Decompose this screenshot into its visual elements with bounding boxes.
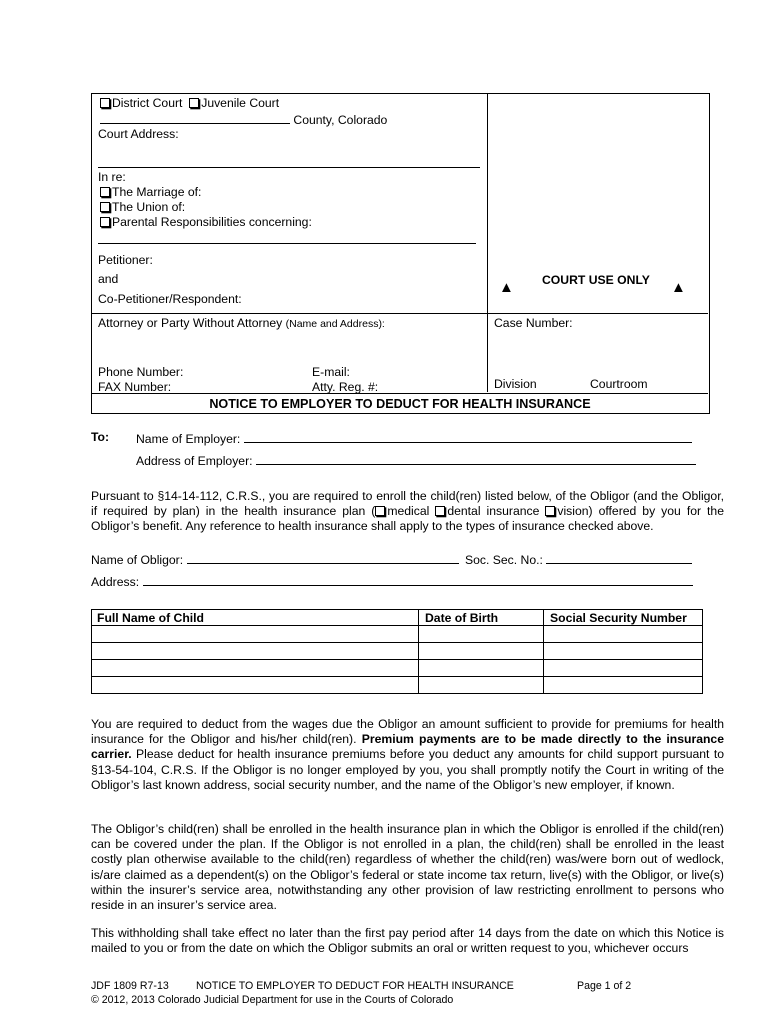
- caption-row-divider-2: [92, 393, 708, 394]
- parental-responsibilities-checkbox[interactable]: Parental Responsibilities concerning:: [100, 215, 312, 229]
- caption-row-divider-1: [92, 313, 708, 314]
- column-header-child-name: Full Name of Child: [92, 610, 419, 626]
- to-label: To:: [91, 430, 110, 444]
- child-dob-cell[interactable]: [419, 677, 544, 694]
- employer-address-input[interactable]: [256, 452, 696, 465]
- column-header-dob: Date of Birth: [419, 610, 544, 626]
- dental-checkbox[interactable]: dental insurance: [435, 504, 539, 518]
- obligor-name-input[interactable]: [187, 551, 459, 564]
- obligor-address-row: Address:: [91, 573, 693, 589]
- enrollment-paragraph: The Obligor’s child(ren) shall be enrolled in the health insurance plan in which the Obligor is enrolled if the child(ren) can be covered under the plan. If the Obligor is not enrolled in a plan, the child(ren) shall be enrolled in the least costly plan otherwise available to the child(ren) regardless of whether the child(ren) was/were born out of wedlock, is/are claimed as a dependent(s) on the Obligor’s federal or state income tax return, live(s) with the Obligor, or live(s) within the insurer’s service area, notwithstanding any other provision of law restricting enrollment to persons who reside in an insurer’s service area.: [91, 822, 724, 913]
- marriage-checkbox[interactable]: The Marriage of:: [100, 185, 201, 199]
- court-type-row: [100, 96, 279, 110]
- checkbox-icon: [100, 98, 110, 108]
- caption-divider: [487, 94, 488, 392]
- obligor-ssn-row: Soc. Sec. No.:: [465, 551, 692, 567]
- employer-address-row: Address of Employer:: [136, 452, 696, 468]
- juvenile-court-checkbox[interactable]: Juvenile Court: [189, 96, 279, 110]
- child-name-cell[interactable]: [92, 677, 419, 694]
- in-re-label: In re:: [98, 170, 126, 184]
- obligor-name-row: Name of Obligor:: [91, 551, 459, 567]
- checkbox-icon: [375, 506, 385, 516]
- child-name-cell[interactable]: [92, 643, 419, 660]
- pursuant-paragraph: Pursuant to §14-14-112, C.R.S., you are required to enroll the child(ren) listed below, of the Obligor (and the Obligor, if required by plan) in the health insurance plan ( medical dental insurance vision) offered by you for the Obligor’s benefit. Any reference to health insurance shall apply to the types of insurance checked above.: [91, 489, 724, 534]
- checkbox-icon: [100, 187, 110, 197]
- form-title: NOTICE TO EMPLOYER TO DEDUCT FOR HEALTH INSURANCE: [209, 397, 591, 411]
- court-use-only-label: COURT USE ONLY: [542, 273, 650, 287]
- child-name-cell[interactable]: [92, 626, 419, 643]
- triangle-icon-right: ▲: [671, 279, 686, 296]
- column-header-ssn: Social Security Number: [544, 610, 703, 626]
- court-address-line[interactable]: [98, 167, 480, 168]
- checkbox-icon: [545, 506, 555, 516]
- checkbox-icon: [100, 202, 110, 212]
- child-ssn-cell[interactable]: [544, 626, 703, 643]
- employer-name-input[interactable]: [244, 430, 692, 443]
- table-row: [92, 660, 703, 677]
- table-row: [92, 677, 703, 694]
- employer-name-row: Name of Employer:: [136, 430, 692, 446]
- footer-copyright: © 2012, 2013 Colorado Judicial Department for use in the Courts of Colorado: [91, 994, 454, 1006]
- obligor-address-input[interactable]: [143, 573, 693, 586]
- child-name-cell[interactable]: [92, 660, 419, 677]
- child-dob-cell[interactable]: [419, 660, 544, 677]
- county-input[interactable]: [100, 111, 290, 124]
- caption-box: [91, 93, 710, 414]
- court-address-label: Court Address:: [98, 127, 179, 141]
- phone-label: Phone Number:: [98, 365, 184, 379]
- table-row: [92, 626, 703, 643]
- and-label: and: [98, 272, 119, 286]
- children-table: [91, 609, 703, 694]
- deduction-paragraph: You are required to deduct from the wages due the Obligor an amount sufficient to provide for premiums for health insurance for the Obligor and his/her child(ren). Premium payments are to be made directly to the insurance carrier. Please deduct for health insurance premiums before you deduct any amounts for child support pursuant to §13-54-104, C.R.S. If the Obligor is no longer employed by you, you shall promptly notify the Court in writing of the Obligor’s last known address, social security number, and the name of the Obligor’s new employer, if known.: [91, 717, 724, 792]
- child-ssn-cell[interactable]: [544, 660, 703, 677]
- checkbox-icon: [435, 506, 445, 516]
- premium-payments-notice: Premium payments are to be made directly to the insurance carrier.: [91, 732, 724, 762]
- copetitioner-label: Co-Petitioner/Respondent:: [98, 292, 242, 306]
- email-label: E-mail:: [312, 365, 350, 379]
- atty-reg-label: Atty. Reg. #:: [312, 380, 379, 394]
- footer-page-number: Page 1 of 2: [577, 980, 632, 992]
- child-dob-cell[interactable]: [419, 626, 544, 643]
- table-row: [92, 643, 703, 660]
- checkbox-icon: [189, 98, 199, 108]
- vision-checkbox[interactable]: vision): [545, 504, 592, 518]
- footer-form-title: NOTICE TO EMPLOYER TO DEDUCT FOR HEALTH INSURANCE: [196, 980, 514, 992]
- district-court-checkbox[interactable]: District Court: [100, 96, 182, 110]
- child-ssn-cell[interactable]: [544, 643, 703, 660]
- union-checkbox[interactable]: The Union of:: [100, 200, 185, 214]
- triangle-icon-left: ▲: [499, 279, 514, 296]
- fax-label: FAX Number:: [98, 380, 172, 394]
- child-ssn-cell[interactable]: [544, 677, 703, 694]
- withholding-paragraph: This withholding shall take effect no later than the first pay period after 14 days from the date on which this Notice is mailed to you or from the date on which the Obligor submits an oral or written request to you, whichever occurs: [91, 926, 724, 956]
- in-re-parties-line[interactable]: [98, 243, 476, 244]
- petitioner-label: Petitioner:: [98, 253, 153, 267]
- case-number-label: Case Number:: [494, 316, 573, 330]
- child-dob-cell[interactable]: [419, 643, 544, 660]
- footer-form-id: JDF 1809 R7-13: [91, 980, 169, 992]
- obligor-ssn-input[interactable]: [546, 551, 692, 564]
- courtroom-label: Courtroom: [590, 377, 648, 391]
- table-header-row: [92, 610, 703, 626]
- county-row: County, Colorado: [100, 111, 387, 127]
- checkbox-icon: [100, 217, 110, 227]
- division-label: Division: [494, 377, 537, 391]
- attorney-label: Attorney or Party Without Attorney (Name and Address):: [98, 316, 385, 330]
- medical-checkbox[interactable]: medical: [375, 504, 429, 518]
